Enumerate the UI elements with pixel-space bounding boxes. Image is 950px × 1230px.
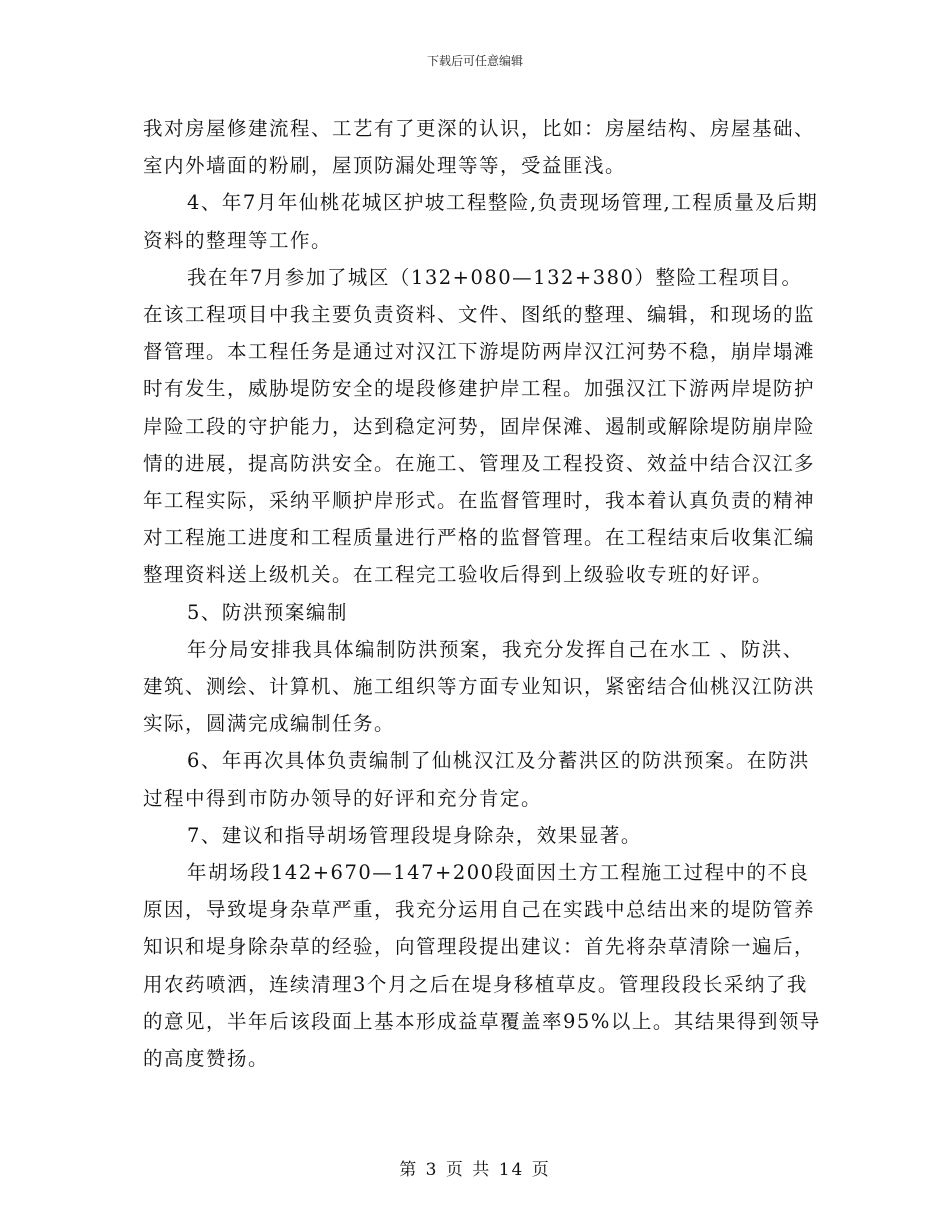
section-heading: 5、防洪预案编制	[187, 600, 348, 624]
paragraph: 4、年7月年仙桃花城区护坡工程整险,负责现场管理,工程质量及后期资料的整理等工作。	[143, 191, 819, 252]
page-number: 第 3 页 共 14 页	[399, 1160, 551, 1180]
section-heading: 7、建议和指导胡场管理段堤身除杂，效果显著。	[187, 823, 642, 847]
page-header: 下载后可任意编辑	[426, 54, 523, 68]
paragraph: 6、年再次具体负责编制了仙桃汉江及分蓄洪区的防洪预案。在防洪过程中得到市防办领导的好评和充分肯定。	[143, 749, 810, 810]
paragraph: 年分局安排我具体编制防洪预案，我充分发挥自己在水工 、防洪、建筑、测绘、计算机、施工组织等方面专业知识，紧密结合仙桃汉江防洪实际，圆满完成编制任务。	[143, 637, 816, 736]
document-body	[143, 110, 823, 1077]
paragraph: 年胡场段142+670—147+200段面因土方工程施工过程中的不良原因，导致堤身杂草严重，我充分运用自己在实践中总结出来的堤防管养知识和堤身除杂草的经验，向管理段提出建议：首先将杂草清除一遍后，用农药喷洒，连续清理3个月之后在堤身移植草皮。管理段段长采纳了我的意见，半年后该段面上基本形成益草覆盖率95%以上。其结果得到领导的高度赞扬。	[143, 861, 821, 1071]
paragraph: 我对房屋修建流程、工艺有了更深的认识，比如：房屋结构、房屋基础、室内外墙面的粉刷，屋顶防漏处理等等，受益匪浅。	[143, 117, 816, 178]
paragraph: 我在年7月参加了城区（132+080—132+380）整险工程项目。在该工程项目中我主要负责资料、文件、图纸的整理、编辑，和现场的监督管理。本工程任务是通过对汉江下游堤防两岸汉江河势不稳，崩岸塌滩时有发生，威胁堤防安全的堤段修建护岸工程。加强汉江下游两岸堤防护岸险工段的守护能力，达到稳定河势，固岸保滩、遏制或解除堤防崩岸险情的进展，提高防洪安全。在施工、管理及工程投资、效益中结合汉江多年工程实际，采纳平顺护岸形式。在监督管理时，我本着认真负责的精神对工程施工进度和工程质量进行严格的监督管理。在工程结束后收集汇编整理资料送上级机关。在工程完工验收后得到上级验收专班的好评。	[143, 265, 816, 587]
